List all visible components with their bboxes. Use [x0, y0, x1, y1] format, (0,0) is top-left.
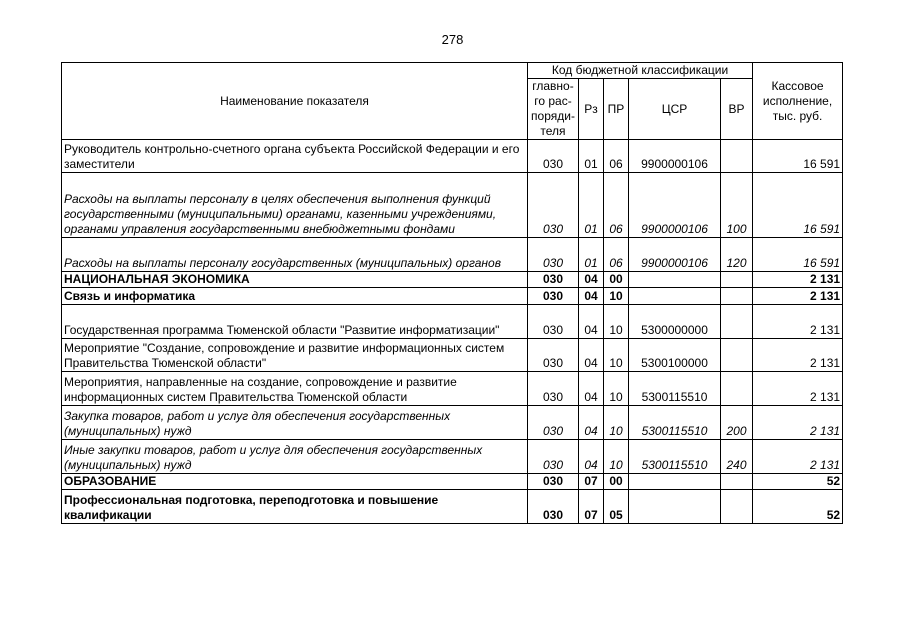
row-name-cell: Иные закупки товаров, работ и услуг для обеспечения государственных (муниципальных) нужд [62, 440, 528, 474]
row-name-cell: Руководитель контрольно-счетного органа субъекта Российской Федерации и его заместители [62, 140, 528, 173]
row-pr-cell: 10 [604, 372, 629, 406]
row-chief-administrator-cell: 030 [528, 272, 579, 288]
row-csr-cell: 5300115510 [629, 440, 721, 474]
row-vr-cell [721, 140, 753, 173]
header-csr: ЦСР [629, 79, 721, 140]
header-budget-code-group: Код бюджетной классификации [528, 63, 753, 79]
table-row [62, 140, 843, 173]
row-rz-cell: 01 [579, 238, 604, 272]
table-row [62, 272, 843, 288]
row-name-cell: Мероприятие "Создание, сопровождение и развитие информационных систем Правительства Тюменской области" [62, 339, 528, 372]
row-vr-cell [721, 272, 753, 288]
row-chief-administrator-cell: 030 [528, 339, 579, 372]
row-name-cell: Мероприятия, направленные на создание, сопровождение и развитие информационных систем Правительства Тюменской области [62, 372, 528, 406]
row-csr-cell: 9900000106 [629, 140, 721, 173]
row-amount-cell: 16 591 [753, 140, 843, 173]
row-chief-administrator-cell: 030 [528, 305, 579, 339]
row-csr-cell: 9900000106 [629, 173, 721, 238]
row-name-cell: Расходы на выплаты персоналу в целях обеспечения выполнения функций государственными (муниципальными) органами, казенными учреждениями, органами управления государственными внебюджетными фондами [62, 173, 528, 238]
row-csr-cell: 5300000000 [629, 305, 721, 339]
row-chief-administrator-cell: 030 [528, 173, 579, 238]
row-vr-cell: 100 [721, 173, 753, 238]
row-rz-cell: 04 [579, 440, 604, 474]
row-vr-cell [721, 474, 753, 490]
table-row [62, 406, 843, 440]
row-amount-cell: 2 131 [753, 288, 843, 305]
row-rz-cell: 07 [579, 490, 604, 524]
row-amount-cell: 16 591 [753, 173, 843, 238]
table-row [62, 474, 843, 490]
row-csr-cell [629, 490, 721, 524]
row-csr-cell [629, 272, 721, 288]
row-vr-cell: 120 [721, 238, 753, 272]
row-vr-cell [721, 339, 753, 372]
row-pr-cell: 06 [604, 238, 629, 272]
row-amount-cell: 2 131 [753, 272, 843, 288]
row-chief-administrator-cell: 030 [528, 490, 579, 524]
row-rz-cell: 04 [579, 372, 604, 406]
row-pr-cell: 00 [604, 272, 629, 288]
row-rz-cell: 04 [579, 406, 604, 440]
row-name-cell: Профессиональная подготовка, переподготовка и повышение квалификации [62, 490, 528, 524]
row-chief-administrator-cell: 030 [528, 474, 579, 490]
row-pr-cell: 10 [604, 288, 629, 305]
row-name-cell: Расходы на выплаты персоналу государственных (муниципальных) органов [62, 238, 528, 272]
row-amount-cell: 2 131 [753, 372, 843, 406]
row-chief-administrator-cell: 030 [528, 140, 579, 173]
row-csr-cell: 9900000106 [629, 238, 721, 272]
row-amount-cell: 16 591 [753, 238, 843, 272]
row-csr-cell [629, 474, 721, 490]
row-vr-cell [721, 288, 753, 305]
row-csr-cell [629, 288, 721, 305]
table-body [62, 140, 843, 524]
row-amount-cell: 2 131 [753, 339, 843, 372]
row-pr-cell: 05 [604, 490, 629, 524]
row-chief-administrator-cell: 030 [528, 372, 579, 406]
row-name-cell: Закупка товаров, работ и услуг для обеспечения государственных (муниципальных) нужд [62, 406, 528, 440]
row-amount-cell: 52 [753, 490, 843, 524]
table-row [62, 339, 843, 372]
row-vr-cell [721, 305, 753, 339]
row-chief-administrator-cell: 030 [528, 440, 579, 474]
row-name-cell: Связь и информатика [62, 288, 528, 305]
table-row [62, 440, 843, 474]
row-chief-administrator-cell: 030 [528, 238, 579, 272]
table-row [62, 372, 843, 406]
row-amount-cell: 2 131 [753, 440, 843, 474]
row-amount-cell: 52 [753, 474, 843, 490]
table-row [62, 238, 843, 272]
table-row [62, 288, 843, 305]
header-chief-administrator: главно-го рас-поряди-теля [528, 79, 579, 140]
row-rz-cell: 01 [579, 173, 604, 238]
row-chief-administrator-cell: 030 [528, 406, 579, 440]
row-csr-cell: 5300115510 [629, 372, 721, 406]
row-amount-cell: 2 131 [753, 305, 843, 339]
header-rz: Рз [579, 79, 604, 140]
row-csr-cell: 5300115510 [629, 406, 721, 440]
row-vr-cell [721, 490, 753, 524]
row-rz-cell: 04 [579, 305, 604, 339]
row-rz-cell: 07 [579, 474, 604, 490]
row-pr-cell: 10 [604, 339, 629, 372]
row-pr-cell: 06 [604, 140, 629, 173]
page-number: 278 [441, 32, 464, 47]
row-vr-cell: 240 [721, 440, 753, 474]
row-name-cell: НАЦИОНАЛЬНАЯ ЭКОНОМИКА [62, 272, 528, 288]
row-vr-cell [721, 372, 753, 406]
table-row [62, 173, 843, 238]
row-pr-cell: 00 [604, 474, 629, 490]
header-pr: ПР [604, 79, 629, 140]
row-pr-cell: 06 [604, 173, 629, 238]
row-pr-cell: 10 [604, 406, 629, 440]
row-rz-cell: 04 [579, 339, 604, 372]
row-vr-cell: 200 [721, 406, 753, 440]
row-pr-cell: 10 [604, 440, 629, 474]
table-row [62, 490, 843, 524]
row-amount-cell: 2 131 [753, 406, 843, 440]
row-csr-cell: 5300100000 [629, 339, 721, 372]
row-name-cell: Государственная программа Тюменской области "Развитие информатизации" [62, 305, 528, 339]
row-name-cell: ОБРАЗОВАНИЕ [62, 474, 528, 490]
header-vr: ВР [721, 79, 753, 140]
row-rz-cell: 01 [579, 140, 604, 173]
budget-table [61, 62, 843, 524]
row-chief-administrator-cell: 030 [528, 288, 579, 305]
header-cash-execution: Кассовое исполнение, тыс. руб. [753, 63, 843, 140]
row-pr-cell: 10 [604, 305, 629, 339]
row-rz-cell: 04 [579, 288, 604, 305]
table-row [62, 305, 843, 339]
header-name: Наименование показателя [62, 63, 528, 140]
row-rz-cell: 04 [579, 272, 604, 288]
